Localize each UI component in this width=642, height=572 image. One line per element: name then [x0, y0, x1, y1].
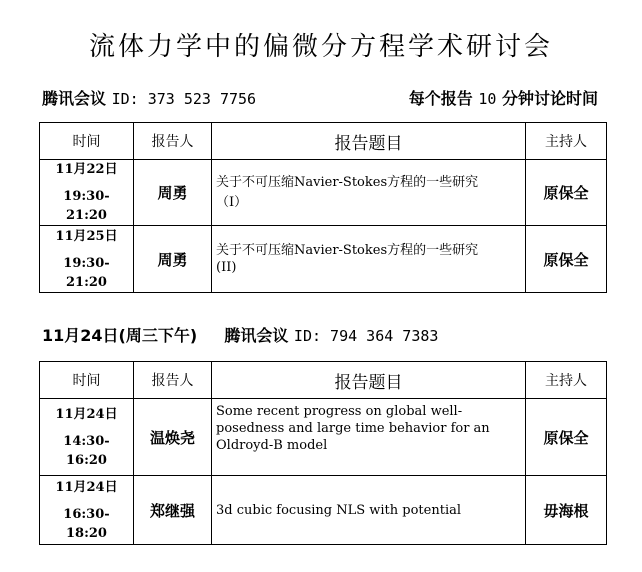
talk-time: 19:30-21:20	[63, 189, 110, 223]
talk-date: 11月25日	[55, 228, 118, 244]
topic-line: Oldroyd-B model	[216, 438, 328, 453]
host-cell: 原保全	[526, 160, 607, 226]
talk-date: 11月22日	[55, 162, 118, 177]
meeting-id: ID: 373 523 7756	[111, 90, 257, 108]
document-title: 流体力学中的偏微分方程学术研讨会	[88, 32, 553, 62]
meeting-info-left	[42, 86, 256, 109]
topic-cell	[212, 399, 526, 476]
talk-time: 16:30-18:20	[63, 506, 110, 541]
session2-meeting-label: 腾讯会议	[224, 326, 289, 345]
discussion-note-pre: 每个报告	[408, 89, 473, 108]
table-row	[40, 476, 607, 545]
talk-time: 14:30-16:20	[63, 433, 110, 468]
host-cell: 原保全	[526, 399, 607, 476]
table-row	[40, 399, 607, 476]
session2-info-line	[42, 323, 598, 346]
session2-meeting-id: ID: 794 364 7383	[293, 327, 439, 345]
talk-time: 19:30-21:20	[63, 255, 110, 290]
topic-line: 关于不可压缩Navier-Stokes方程的一些研究	[216, 243, 479, 258]
speaker-cell: 周勇	[134, 160, 212, 226]
talk-date: 11月24日	[55, 479, 118, 495]
time-cell	[40, 476, 134, 545]
schedule-table-2	[39, 361, 607, 545]
topic-line: posedness and large time behavior for an	[216, 421, 490, 436]
table-header-row	[40, 123, 607, 160]
table-row	[40, 226, 607, 293]
topic-line: Some recent progress on global well-	[216, 404, 463, 419]
table-row	[40, 160, 607, 226]
discussion-note	[409, 86, 598, 109]
host-cell: 毋海根	[526, 476, 607, 545]
header-time: 时间	[40, 123, 134, 160]
header-topic: 报告题目	[212, 123, 526, 160]
speaker-cell: 郑继强	[134, 476, 212, 545]
speaker-cell: 周勇	[134, 226, 212, 293]
table-header-row	[40, 362, 607, 399]
header-topic: 报告题目	[212, 362, 526, 399]
talk-date: 11月24日	[55, 406, 118, 422]
discussion-note-post: 分钟讨论时间	[501, 89, 598, 108]
topic-cell	[212, 160, 526, 226]
header-speaker: 报告人	[134, 123, 212, 160]
schedule-table-1	[39, 122, 607, 293]
time-cell	[40, 399, 134, 476]
topic-line: （I）	[216, 195, 248, 210]
topic-cell	[212, 476, 526, 545]
host-cell: 原保全	[526, 226, 607, 293]
header-host: 主持人	[526, 123, 607, 160]
discussion-note-num: 10	[478, 90, 497, 108]
meeting-label: 腾讯会议	[42, 89, 107, 108]
header-time: 时间	[40, 362, 134, 399]
header-speaker: 报告人	[134, 362, 212, 399]
session2-date: 11月24日(周三下午)	[42, 326, 198, 345]
topic-line: (II)	[216, 260, 237, 275]
header-host: 主持人	[526, 362, 607, 399]
topic-line: 关于不可压缩Navier-Stokes方程的一些研究	[216, 175, 479, 190]
time-cell	[40, 226, 134, 293]
topic-cell	[212, 226, 526, 293]
topic-line: 3d cubic focusing NLS with potential	[216, 502, 462, 518]
time-cell	[40, 160, 134, 226]
speaker-cell: 温焕尧	[134, 399, 212, 476]
